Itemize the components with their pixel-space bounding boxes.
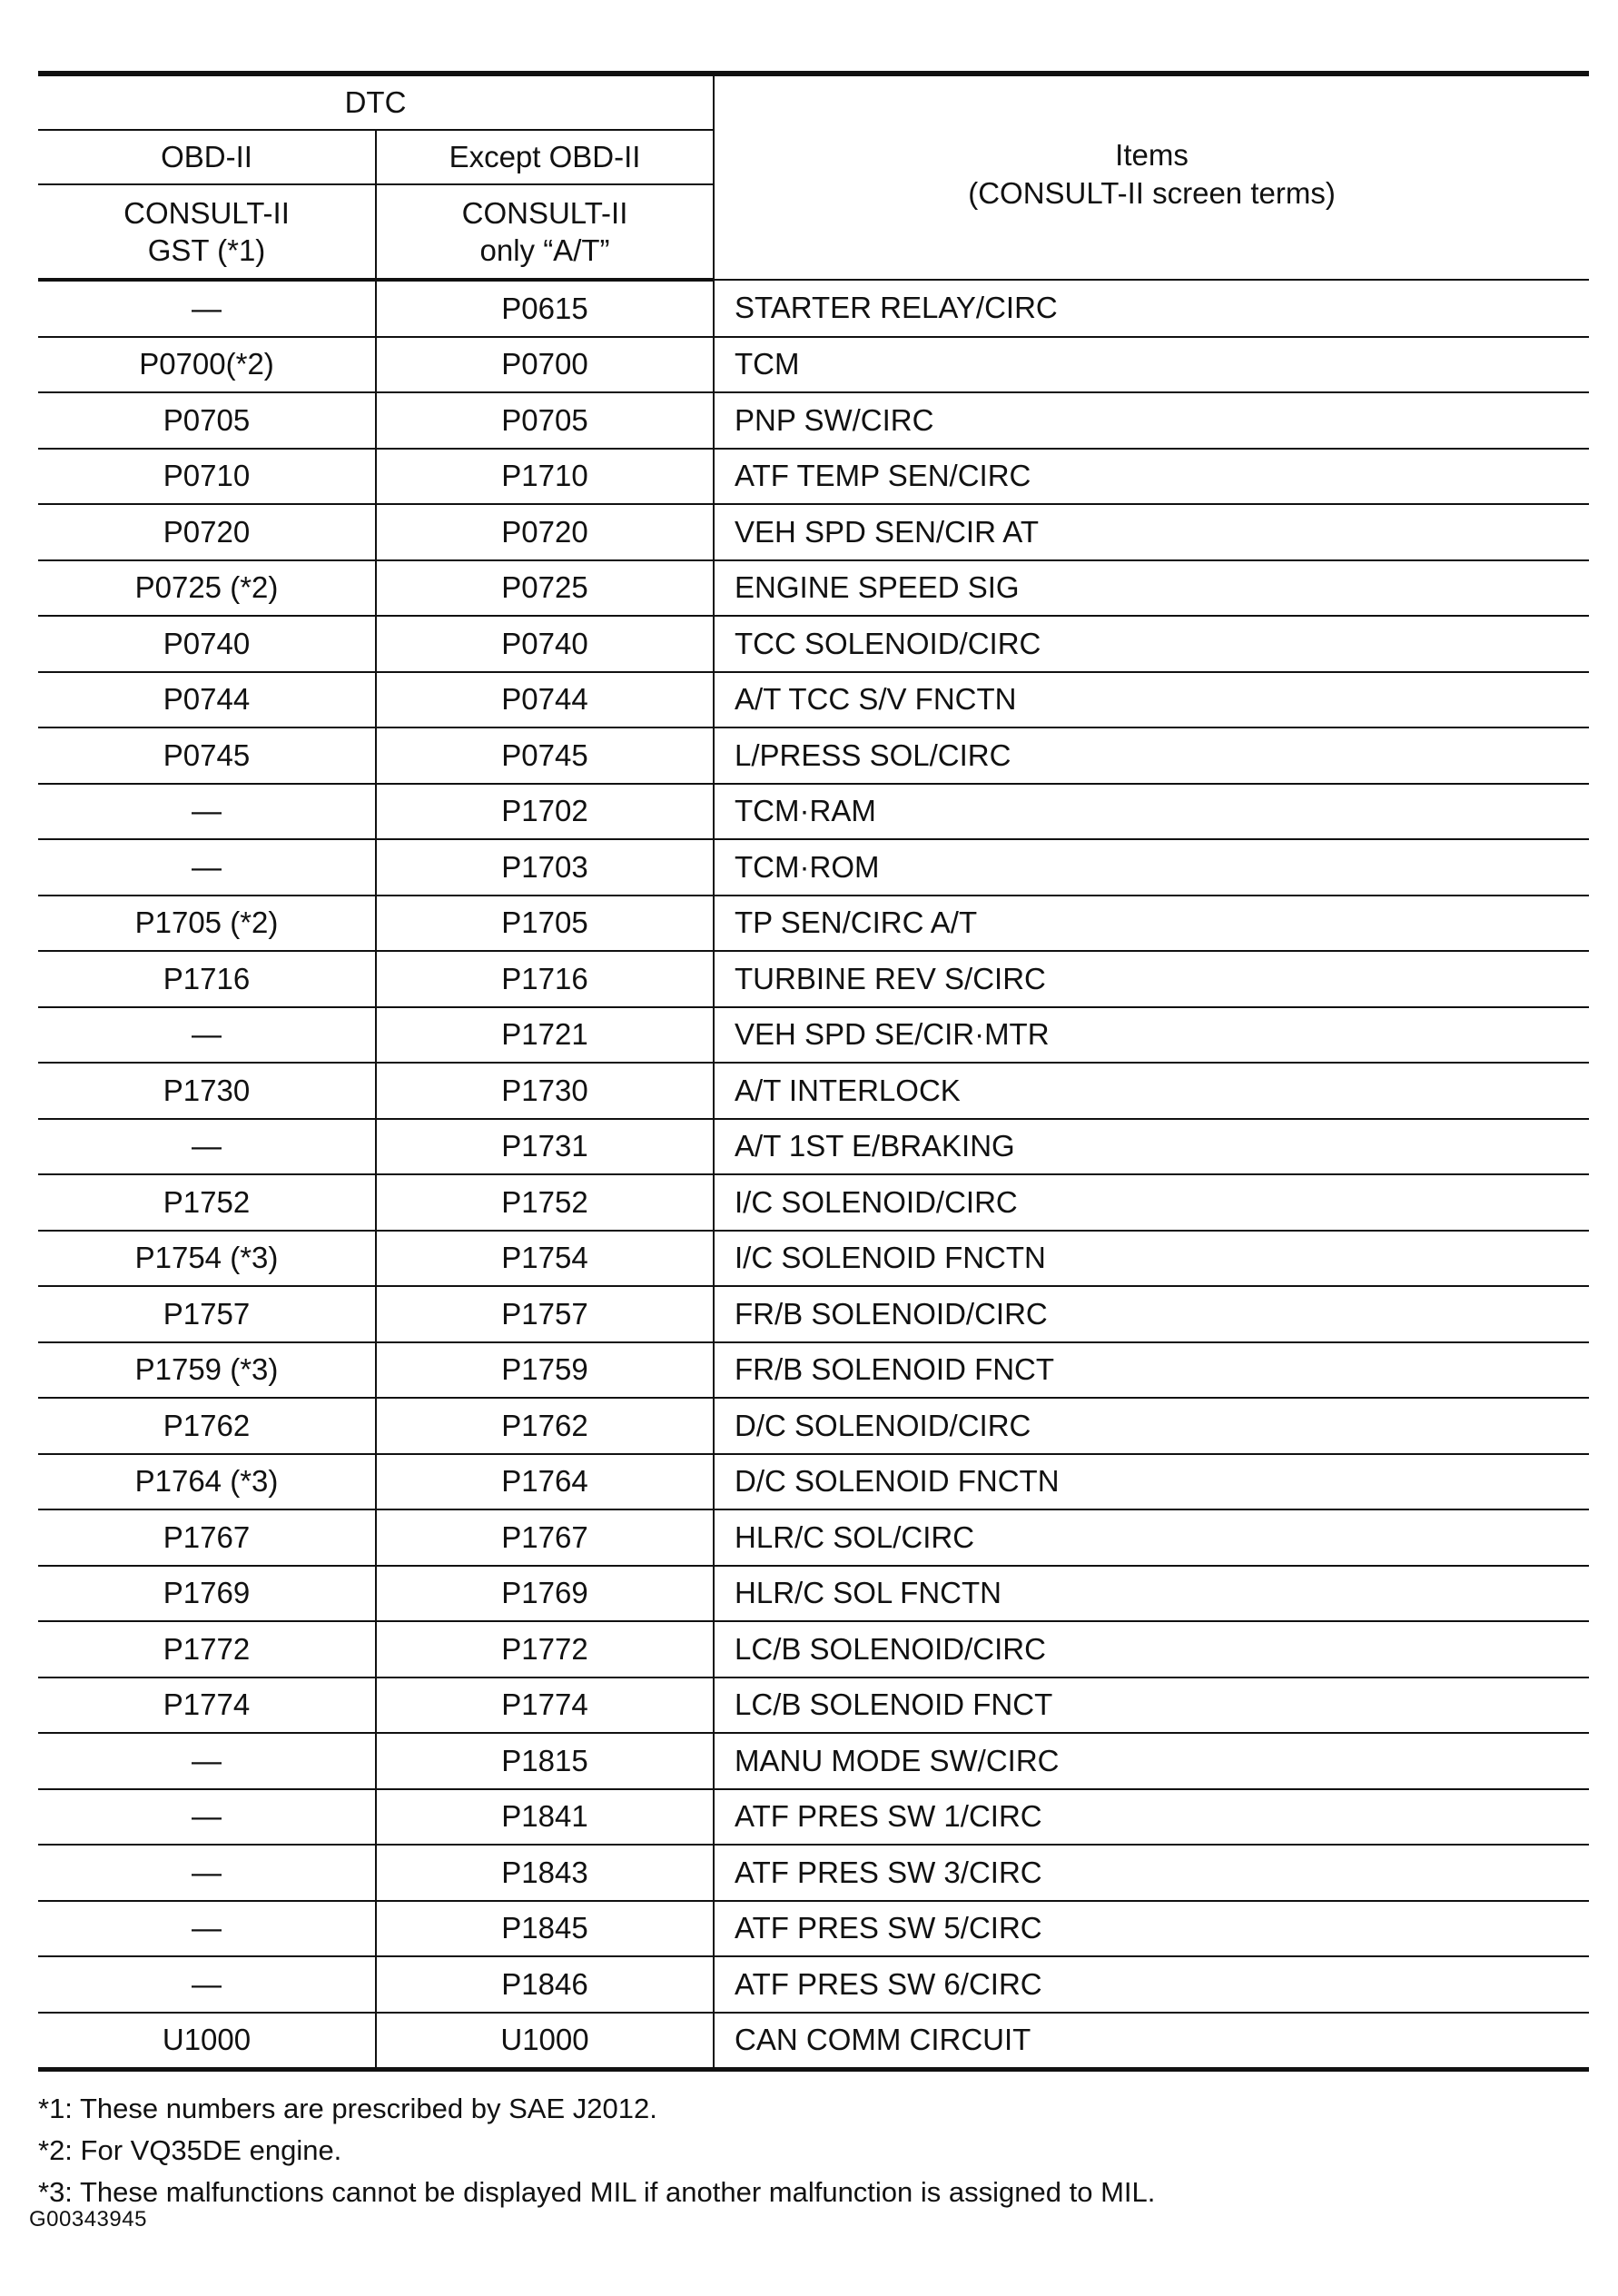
except-code-cell: P1757 <box>376 1286 714 1342</box>
table-row <box>38 1454 1589 1510</box>
table-row <box>38 1733 1589 1789</box>
table-row <box>38 504 1589 560</box>
item-cell: D/C SOLENOID/CIRC <box>714 1398 1589 1454</box>
obd-code-cell: P0725 (*2) <box>38 560 376 617</box>
item-cell: I/C SOLENOID/CIRC <box>714 1174 1589 1231</box>
dtc-document <box>38 71 1589 2213</box>
except-code-cell: P1721 <box>376 1007 714 1064</box>
table-row <box>38 1509 1589 1566</box>
items-header-title: Items <box>1115 138 1189 172</box>
table-row <box>38 616 1589 672</box>
obd-code-cell: P1730 <box>38 1063 376 1119</box>
table-row <box>38 1286 1589 1342</box>
footnote-3: *3: These malfunctions cannot be displayed MIL if another malfunction is assigned to MIL. <box>38 2176 1156 2208</box>
obd-code-cell: P1757 <box>38 1286 376 1342</box>
item-cell: ATF PRES SW 3/CIRC <box>714 1845 1589 1901</box>
obd-code-cell: P0705 <box>38 392 376 449</box>
consult-only-line-2: only “A/T” <box>479 233 610 267</box>
table-row <box>38 560 1589 617</box>
except-code-cell: P1703 <box>376 839 714 896</box>
except-code-cell: P1752 <box>376 1174 714 1231</box>
table-row <box>38 784 1589 840</box>
dtc-header: DTC <box>38 74 714 130</box>
except-code-cell: P1764 <box>376 1454 714 1510</box>
obd-code-cell: — <box>38 784 376 840</box>
table-row <box>38 1789 1589 1846</box>
except-code-cell: P1731 <box>376 1119 714 1175</box>
item-cell: L/PRESS SOL/CIRC <box>714 727 1589 784</box>
footnote-1: *1: These numbers are prescribed by SAE J2012. <box>38 2093 657 2124</box>
except-code-cell: P1710 <box>376 449 714 505</box>
item-cell: FR/B SOLENOID/CIRC <box>714 1286 1589 1342</box>
item-cell: VEH SPD SEN/CIR AT <box>714 504 1589 560</box>
except-code-cell: P1843 <box>376 1845 714 1901</box>
dtc-table-body <box>38 280 1589 2070</box>
table-row <box>38 2013 1589 2070</box>
except-code-cell: P0615 <box>376 280 714 337</box>
items-header <box>714 74 1589 280</box>
table-row <box>38 1398 1589 1454</box>
item-cell: I/C SOLENOID FNCTN <box>714 1231 1589 1287</box>
item-cell: CAN COMM CIRCUIT <box>714 2013 1589 2070</box>
obd-code-cell: P1762 <box>38 1398 376 1454</box>
dtc-table <box>38 71 1589 2072</box>
table-row <box>38 1231 1589 1287</box>
table-row <box>38 1119 1589 1175</box>
item-cell: TP SEN/CIRC A/T <box>714 896 1589 952</box>
except-code-cell: P1767 <box>376 1509 714 1566</box>
except-obd-header: Except OBD-II <box>376 130 714 184</box>
obd-code-cell: P1764 (*3) <box>38 1454 376 1510</box>
obd-code-cell: P1774 <box>38 1677 376 1734</box>
item-cell: ENGINE SPEED SIG <box>714 560 1589 617</box>
except-code-cell: P1730 <box>376 1063 714 1119</box>
consult-gst-line-2: GST (*1) <box>147 233 266 267</box>
table-row <box>38 1621 1589 1677</box>
item-cell: ATF TEMP SEN/CIRC <box>714 449 1589 505</box>
except-code-cell: P1845 <box>376 1901 714 1957</box>
table-row <box>38 896 1589 952</box>
item-cell: ATF PRES SW 1/CIRC <box>714 1789 1589 1846</box>
table-row <box>38 1901 1589 1957</box>
obd-code-cell: — <box>38 1007 376 1064</box>
item-cell: VEH SPD SE/CIR·MTR <box>714 1007 1589 1064</box>
except-code-cell: P0745 <box>376 727 714 784</box>
obd-code-cell: — <box>38 1733 376 1789</box>
reference-code: G00343945 <box>29 2207 147 2232</box>
item-cell: ATF PRES SW 5/CIRC <box>714 1901 1589 1957</box>
except-code-cell: P0744 <box>376 672 714 728</box>
obd-code-cell: P0720 <box>38 504 376 560</box>
obd-code-cell: P0710 <box>38 449 376 505</box>
consult-gst-header <box>38 184 376 280</box>
table-row <box>38 337 1589 393</box>
except-code-cell: P0700 <box>376 337 714 393</box>
except-code-cell: P1769 <box>376 1566 714 1622</box>
table-row <box>38 672 1589 728</box>
obd-code-cell: — <box>38 1845 376 1901</box>
except-code-cell: P1815 <box>376 1733 714 1789</box>
item-cell: TCM·ROM <box>714 839 1589 896</box>
table-row <box>38 449 1589 505</box>
item-cell: A/T TCC S/V FNCTN <box>714 672 1589 728</box>
obd-code-cell: — <box>38 1956 376 2013</box>
table-row <box>38 280 1589 337</box>
obd-code-cell: — <box>38 280 376 337</box>
obd-code-cell: P1705 (*2) <box>38 896 376 952</box>
except-code-cell: P1772 <box>376 1621 714 1677</box>
obd-code-cell: P0700(*2) <box>38 337 376 393</box>
table-row <box>38 1342 1589 1399</box>
item-cell: TURBINE REV S/CIRC <box>714 951 1589 1007</box>
consult-only-header <box>376 184 714 280</box>
obd-code-cell: — <box>38 1901 376 1957</box>
obd-code-cell: P1767 <box>38 1509 376 1566</box>
obd-code-cell: — <box>38 1789 376 1846</box>
item-cell: PNP SW/CIRC <box>714 392 1589 449</box>
except-code-cell: P0740 <box>376 616 714 672</box>
table-row <box>38 1007 1589 1064</box>
obd-code-cell: P1772 <box>38 1621 376 1677</box>
consult-only-line-1: CONSULT-II <box>461 196 628 230</box>
except-code-cell: P0725 <box>376 560 714 617</box>
obd-code-cell: P1716 <box>38 951 376 1007</box>
obd-code-cell: — <box>38 839 376 896</box>
obd-code-cell: P1752 <box>38 1174 376 1231</box>
except-code-cell: P1705 <box>376 896 714 952</box>
item-cell: LC/B SOLENOID/CIRC <box>714 1621 1589 1677</box>
item-cell: LC/B SOLENOID FNCT <box>714 1677 1589 1734</box>
footnote-2: *2: For VQ35DE engine. <box>38 2134 342 2166</box>
table-row <box>38 951 1589 1007</box>
consult-gst-line-1: CONSULT-II <box>123 196 290 230</box>
except-code-cell: P1759 <box>376 1342 714 1399</box>
except-code-cell: P1841 <box>376 1789 714 1846</box>
except-code-cell: U1000 <box>376 2013 714 2070</box>
obd-header: OBD-II <box>38 130 376 184</box>
obd-code-cell: P1754 (*3) <box>38 1231 376 1287</box>
item-cell: ATF PRES SW 6/CIRC <box>714 1956 1589 2013</box>
item-cell: HLR/C SOL/CIRC <box>714 1509 1589 1566</box>
obd-code-cell: P0745 <box>38 727 376 784</box>
table-row <box>38 727 1589 784</box>
table-row <box>38 1174 1589 1231</box>
item-cell: A/T INTERLOCK <box>714 1063 1589 1119</box>
except-code-cell: P1846 <box>376 1956 714 2013</box>
obd-code-cell: P0740 <box>38 616 376 672</box>
items-header-subtitle: (CONSULT-II screen terms) <box>968 176 1336 210</box>
item-cell: TCC SOLENOID/CIRC <box>714 616 1589 672</box>
table-row <box>38 1063 1589 1119</box>
table-row <box>38 392 1589 449</box>
except-code-cell: P1702 <box>376 784 714 840</box>
item-cell: D/C SOLENOID FNCTN <box>714 1454 1589 1510</box>
except-code-cell: P0720 <box>376 504 714 560</box>
item-cell: A/T 1ST E/BRAKING <box>714 1119 1589 1175</box>
item-cell: MANU MODE SW/CIRC <box>714 1733 1589 1789</box>
table-row <box>38 839 1589 896</box>
table-row <box>38 1677 1589 1734</box>
table-row <box>38 1566 1589 1622</box>
footnotes <box>38 2088 1589 2213</box>
except-code-cell: P1762 <box>376 1398 714 1454</box>
obd-code-cell: U1000 <box>38 2013 376 2070</box>
item-cell: HLR/C SOL FNCTN <box>714 1566 1589 1622</box>
except-code-cell: P0705 <box>376 392 714 449</box>
item-cell: TCM·RAM <box>714 784 1589 840</box>
item-cell: STARTER RELAY/CIRC <box>714 280 1589 337</box>
obd-code-cell: — <box>38 1119 376 1175</box>
except-code-cell: P1774 <box>376 1677 714 1734</box>
obd-code-cell: P0744 <box>38 672 376 728</box>
except-code-cell: P1754 <box>376 1231 714 1287</box>
except-code-cell: P1716 <box>376 951 714 1007</box>
obd-code-cell: P1769 <box>38 1566 376 1622</box>
item-cell: TCM <box>714 337 1589 393</box>
table-row <box>38 1956 1589 2013</box>
table-row <box>38 1845 1589 1901</box>
obd-code-cell: P1759 (*3) <box>38 1342 376 1399</box>
item-cell: FR/B SOLENOID FNCT <box>714 1342 1589 1399</box>
